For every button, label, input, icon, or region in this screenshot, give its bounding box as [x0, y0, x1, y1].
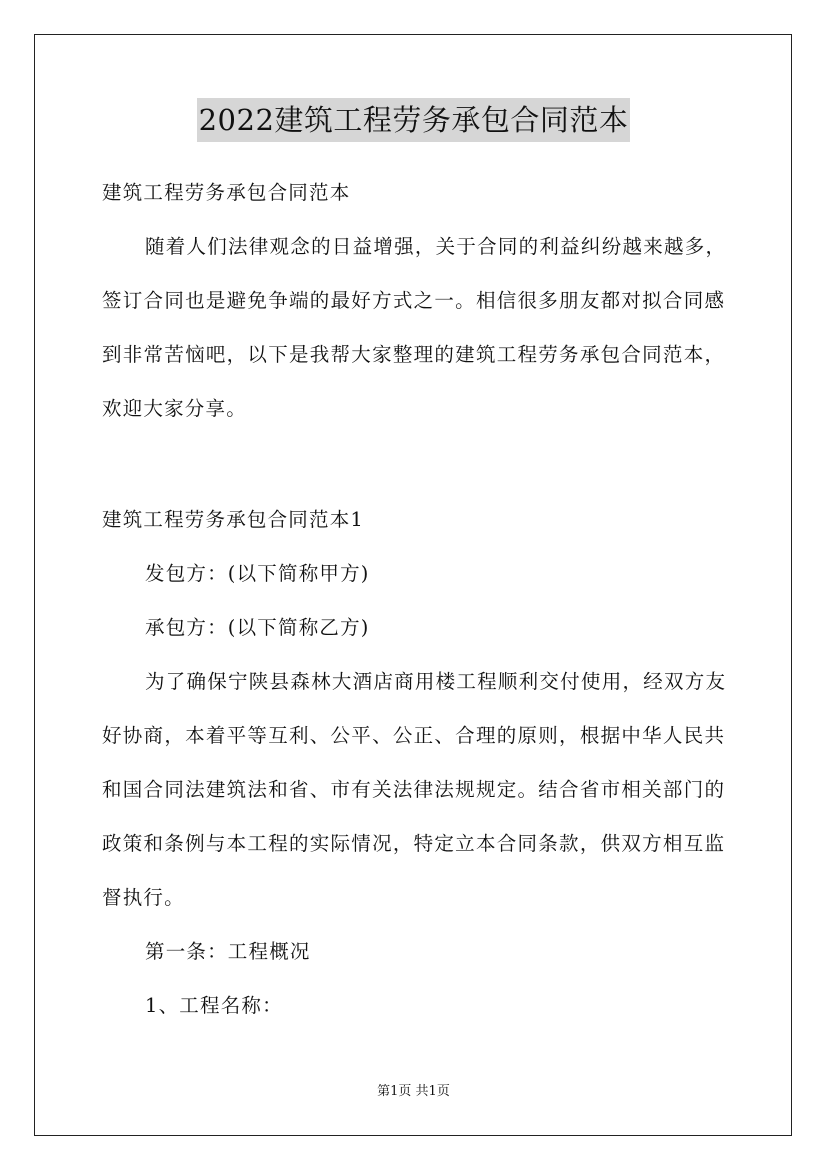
purpose-paragraph-line-5: 督执行。: [102, 886, 185, 909]
page-footer: 第1页 共1页: [377, 1084, 450, 1099]
section-heading-intro: 建筑工程劳务承包合同范本: [102, 181, 351, 204]
article-one-heading: 第一条：工程概况: [145, 940, 311, 963]
purpose-paragraph-line-1: 为了确保宁陕县森林大酒店商用楼工程顺利交付使用，经双方友: [145, 670, 725, 693]
contractor-party-line: 承包方：(以下简称乙方): [145, 616, 370, 639]
intro-paragraph-line-1: 随着人们法律观念的日益增强，关于合同的利益纠纷越来越多，: [145, 235, 725, 258]
purpose-paragraph-line-4: 政策和条例与本工程的实际情况，特定立本合同条款，供双方相互监: [102, 832, 724, 855]
title-container: [0, 98, 827, 142]
section-heading-contract-1: 建筑工程劳务承包合同范本1: [102, 508, 365, 531]
intro-paragraph-line-3: 到非常苦恼吧，以下是我帮大家整理的建筑工程劳务承包合同范本，: [102, 343, 724, 366]
document-title: 2022建筑工程劳务承包合同范本: [197, 98, 631, 142]
purpose-paragraph-line-2: 好协商，本着平等互利、公平、公正、合理的原则，根据中华人民共: [102, 724, 724, 747]
purpose-paragraph-line-3: 和国合同法建筑法和省、市有关法律法规规定。结合省市相关部门的: [102, 778, 724, 801]
project-name-line: 1、工程名称：: [145, 994, 283, 1017]
contracting-party-line: 发包方：(以下简称甲方): [145, 562, 370, 585]
intro-paragraph-line-2: 签订合同也是避免争端的最好方式之一。相信很多朋友都对拟合同感: [102, 289, 724, 312]
intro-paragraph-line-4: 欢迎大家分享。: [102, 397, 247, 420]
